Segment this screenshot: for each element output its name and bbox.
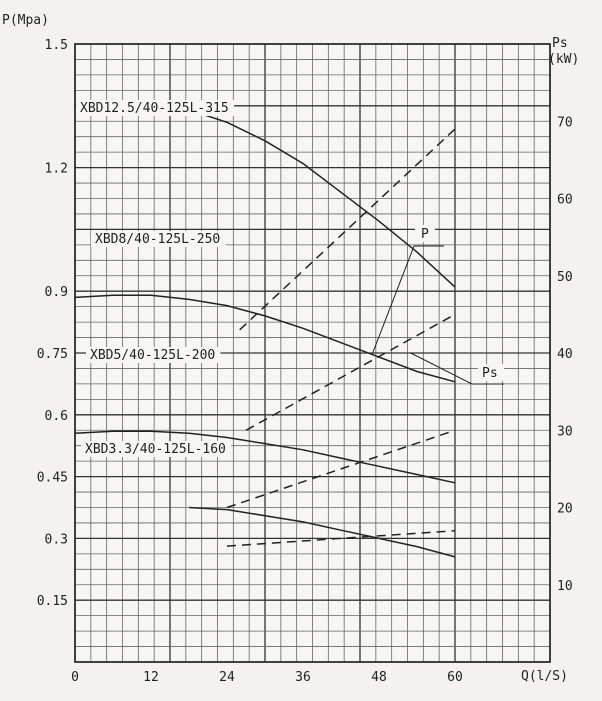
y-right-tick-label: 20 <box>557 501 573 517</box>
y-left-tick-label: 0.75 <box>36 347 68 362</box>
annotation-p-label: P <box>421 227 429 242</box>
y-left-tick-label: 0.15 <box>36 594 68 610</box>
x-tick-label: 24 <box>219 670 235 685</box>
y-right-tick-label: 30 <box>557 424 573 440</box>
x-tick-label: 36 <box>295 670 311 685</box>
x-axis-label: Q(l/S) <box>521 669 568 684</box>
x-tick-label: 12 <box>143 670 159 685</box>
y-left-tick-label: 1.5 <box>44 38 68 53</box>
x-tick-label: 48 <box>371 670 387 685</box>
curve-name-label: XBD12.5/40-125L-315 <box>80 101 229 116</box>
y-right-tick-label: 70 <box>557 115 573 131</box>
y-right-tick-label: 10 <box>557 578 573 594</box>
x-tick-label: 60 <box>447 670 463 685</box>
curve-name-label: XBD3.3/40-125L-160 <box>85 442 226 457</box>
curve-name-label: XBD5/40-125L-200 <box>90 348 216 363</box>
y-left-tick-label: 0.6 <box>44 408 68 424</box>
y-left-axis-label: P(Mpa) <box>2 13 49 28</box>
y-right-axis-label: Ps <box>552 36 568 51</box>
y-right-tick-label: 60 <box>557 192 573 208</box>
annotation-ps-label: Ps <box>482 366 498 381</box>
y-left-tick-label: 1.2 <box>44 161 68 177</box>
curve-name-label: XBD8/40-125L-250 <box>95 232 221 247</box>
x-tick-label: 0 <box>71 670 79 685</box>
y-left-tick-label: 0.9 <box>44 285 68 301</box>
y-right-axis-unit: (kW) <box>548 52 580 67</box>
y-right-tick-label: 50 <box>557 269 573 285</box>
y-right-tick-label: 40 <box>557 347 573 362</box>
y-left-tick-label: 0.3 <box>44 532 68 548</box>
y-left-tick-label: 0.45 <box>36 470 68 486</box>
